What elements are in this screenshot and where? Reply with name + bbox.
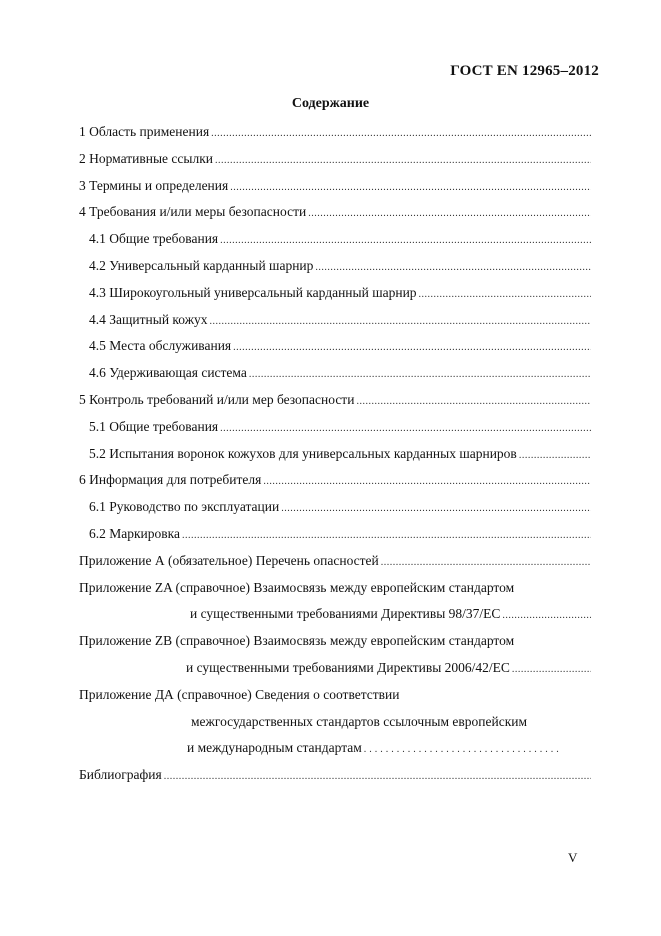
toc-entry-label: 5.2 Испытания воронок кожухов для универсальных карданных шарниров xyxy=(89,445,517,461)
toc-entry-label: и существенными требованиями Директивы 2006/42/EC xyxy=(186,659,510,675)
dot-leader xyxy=(308,201,591,226)
toc-subentry[interactable] xyxy=(79,280,591,307)
dot-leader xyxy=(230,175,591,200)
toc-entry-label: 4.4 Защитный кожух xyxy=(89,311,208,327)
toc-entry-label: Библиография xyxy=(79,767,162,783)
toc-entry[interactable] xyxy=(79,146,591,173)
toc-annex-continuation[interactable] xyxy=(79,735,560,762)
toc-entry-label: 5 Контроль требований и/или мер безопасности xyxy=(79,391,355,407)
toc-annex-entry[interactable] xyxy=(79,548,591,575)
toc-entry-label: Приложение ZA (справочное) Взаимосвязь между европейским стандартом xyxy=(79,579,515,595)
toc-entry-label: 6.1 Руководство по эксплуатации xyxy=(89,499,280,515)
toc-entry-label: 4.6 Удерживающая система xyxy=(89,365,247,381)
dot-leader xyxy=(263,469,591,494)
toc-subentry[interactable] xyxy=(79,333,591,360)
dot-leader xyxy=(356,389,591,414)
toc-entry[interactable] xyxy=(79,762,591,789)
dot-leader xyxy=(210,309,591,334)
dot-leader xyxy=(512,657,591,682)
toc-entry-label: 5.1 Общие требования xyxy=(89,418,219,434)
toc-annex-continuation[interactable] xyxy=(79,709,591,736)
toc-entry-label: 3 Термины и определения xyxy=(79,177,229,193)
dot-leader xyxy=(164,764,591,789)
toc-entry-label: 1 Область применения xyxy=(79,124,210,139)
toc-entry-label: 2 Нормативные ссылки xyxy=(79,150,213,166)
dot-leader xyxy=(502,603,591,628)
toc-subentry[interactable] xyxy=(79,441,591,468)
dot-leader xyxy=(215,148,591,173)
document-code: ГОСТ EN 12965–2012 xyxy=(450,63,599,79)
toc-subentry[interactable] xyxy=(79,414,591,441)
toc-annex-continuation[interactable] xyxy=(79,601,591,628)
toc-entry-label: 4.2 Универсальный карданный шарнир xyxy=(89,257,314,273)
toc-entry[interactable] xyxy=(79,173,591,200)
toc-entry[interactable] xyxy=(79,199,591,226)
dot-leader xyxy=(419,282,591,307)
toc-entry-label: Приложение ДА (справочное) Сведения о соответствии xyxy=(79,686,400,702)
dot-leader xyxy=(381,550,591,575)
toc-entry-label: Приложение А (обязательное) Перечень опасностей xyxy=(79,552,379,568)
toc-entry-label: 4.5 Места обслуживания xyxy=(89,338,232,354)
toc-entry[interactable] xyxy=(79,467,591,494)
dot-leader xyxy=(182,523,591,548)
dot-leader xyxy=(315,255,591,280)
toc-entry-label: межгосударственных стандартов ссылочным европейским xyxy=(191,713,528,729)
toc-entry-label: и международным стандартам xyxy=(187,740,362,756)
toc-entry-label: 4 Требования и/или меры безопасности xyxy=(79,204,307,220)
toc-subentry[interactable] xyxy=(79,360,591,387)
toc-entry-label: 4.3 Широкоугольный универсальный карданный шарнир xyxy=(89,284,417,300)
toc-entry-label: и существенными требованиями Директивы 98/37/EC xyxy=(190,606,501,622)
dot-leader xyxy=(519,443,591,468)
dot-leader xyxy=(211,121,591,146)
toc-subentry[interactable] xyxy=(79,226,591,253)
toc-annex-entry[interactable] xyxy=(79,682,591,709)
toc-entry-label: Приложение ZB (справочное) Взаимосвязь между европейским стандартом xyxy=(79,633,515,649)
toc-title: Содержание xyxy=(291,96,370,111)
toc-entry[interactable] xyxy=(79,387,591,414)
toc-annex-entry[interactable] xyxy=(79,575,591,602)
dot-leader xyxy=(220,228,591,253)
toc-entry[interactable] xyxy=(79,119,591,146)
toc-subentry[interactable] xyxy=(79,253,591,280)
dot-leader xyxy=(233,335,591,360)
toc-entry-label: 6.2 Маркировка xyxy=(89,525,180,541)
toc-entry-label: 4.1 Общие требования xyxy=(89,231,219,247)
toc-entry-label: 6 Информация для потребителя xyxy=(79,472,262,488)
table-of-contents xyxy=(79,119,591,789)
dot-leader xyxy=(364,737,560,762)
dot-leader xyxy=(249,362,591,387)
dot-leader xyxy=(220,416,591,441)
toc-subentry[interactable] xyxy=(79,307,591,334)
toc-subentry[interactable] xyxy=(79,494,591,521)
dot-leader xyxy=(281,496,591,521)
toc-annex-continuation[interactable] xyxy=(79,655,591,682)
toc-subentry[interactable] xyxy=(79,521,591,548)
page-number: V xyxy=(568,850,578,865)
toc-annex-entry[interactable] xyxy=(79,628,591,655)
